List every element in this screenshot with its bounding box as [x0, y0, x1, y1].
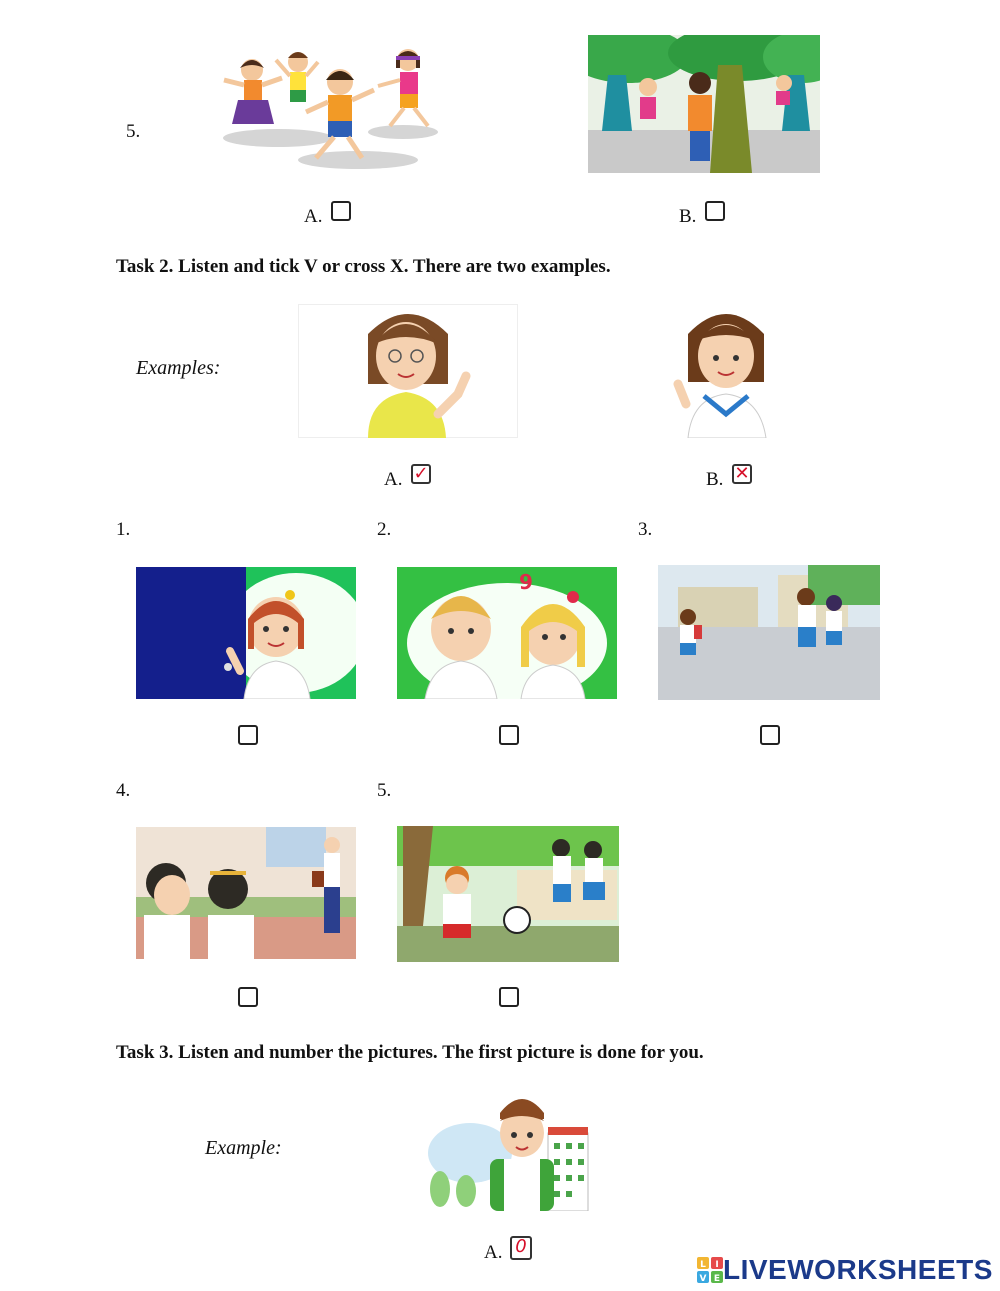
examples-label: Examples: [136, 357, 221, 379]
item-2-number: 2. [377, 519, 392, 540]
item-5-checkbox[interactable] [499, 987, 519, 1007]
task3-option-a-label: A. [484, 1242, 503, 1263]
teacher-waving-picture [298, 304, 518, 438]
item-1-number: 1. [116, 519, 131, 540]
item-5-number: 5. [377, 780, 392, 801]
task3-answer-box[interactable] [510, 1236, 532, 1260]
svg-text:E: E [713, 1274, 721, 1283]
option-b-checkbox[interactable] [705, 201, 725, 221]
option-a-label: A. [304, 206, 323, 227]
item-2-checkbox[interactable] [499, 725, 519, 745]
task3-heading: Task 3. Listen and number the pictures. The first picture is done for you. [116, 1042, 704, 1063]
svg-text:I: I [715, 1260, 719, 1270]
task2-heading: Task 2. Listen and tick V or cross X. There are two examples. [116, 256, 611, 277]
example-b-checkbox [732, 464, 752, 484]
example-a-checkbox [411, 464, 431, 484]
picture-2-boy-and-girl [397, 567, 617, 699]
item-3-checkbox[interactable] [760, 725, 780, 745]
liveworksheets-logo [697, 1254, 993, 1286]
picture-2-digit: 9 [519, 570, 533, 594]
item-number: 5. [126, 121, 141, 142]
task3-answer-value: 0 [515, 1236, 527, 1257]
check-mark-icon: ✓ [413, 463, 429, 484]
picture-3-school-yard [658, 565, 880, 700]
boy-with-backpack-picture [420, 1093, 590, 1211]
kids-playing-picture [218, 40, 440, 172]
hide-and-seek-picture [588, 35, 820, 173]
svg-text:L: L [700, 1260, 706, 1270]
svg-text:V: V [699, 1274, 707, 1283]
item-3-number: 3. [638, 519, 653, 540]
live-badge-icon [697, 1257, 723, 1283]
item-4-checkbox[interactable] [238, 987, 258, 1007]
logo-text: LIVEWORKSHEETS [723, 1254, 993, 1285]
option-a-checkbox[interactable] [331, 201, 351, 221]
item-4-number: 4. [116, 780, 131, 801]
girl-waving-picture [668, 304, 780, 438]
cross-mark-icon: ✕ [734, 463, 750, 484]
picture-4-school-corridor [136, 827, 356, 959]
picture-1-girl-at-door [136, 567, 356, 699]
example-b-label: B. [706, 469, 724, 490]
option-b-label: B. [679, 206, 697, 227]
example-a-label: A. [384, 469, 403, 490]
example-label: Example: [205, 1137, 282, 1159]
item-1-checkbox[interactable] [238, 725, 258, 745]
picture-5-playing-football [397, 826, 619, 962]
